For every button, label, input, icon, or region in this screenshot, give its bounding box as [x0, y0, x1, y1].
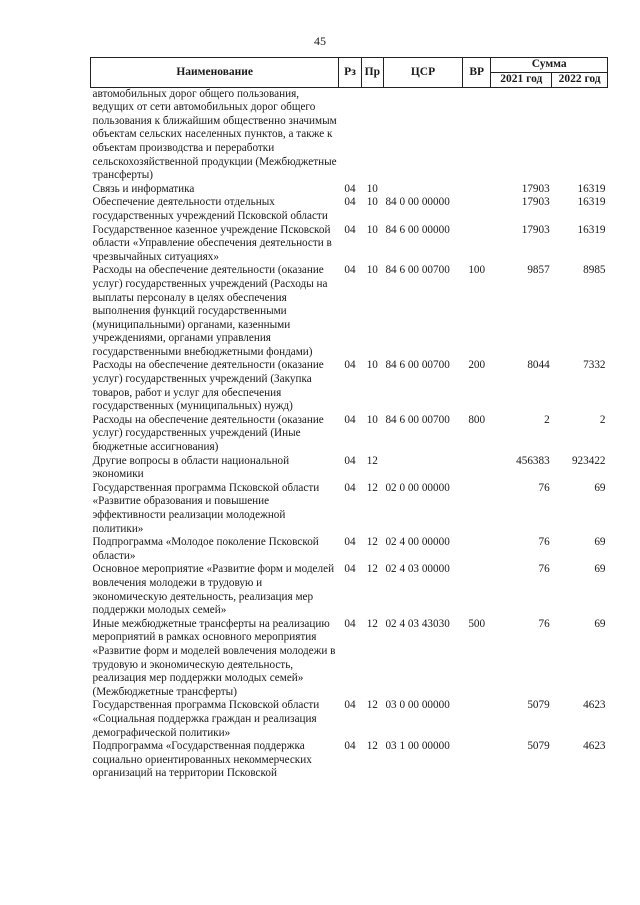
- row-amount-2022: 16319: [577, 196, 606, 209]
- row-amount-2021: 8044: [527, 359, 550, 372]
- row-pr: 10: [366, 182, 378, 195]
- row-csr: 02 0 00 00000: [385, 481, 450, 494]
- row-rz: 04: [344, 536, 356, 549]
- row-csr: 84 6 00 00700: [385, 413, 450, 426]
- row-rz: 04: [344, 413, 356, 426]
- row-amount-2022: 2: [599, 413, 606, 426]
- row-rz: 04: [344, 196, 356, 209]
- table-header: [91, 58, 608, 88]
- row-amount-2022: 4623: [583, 699, 606, 712]
- row-name: Подпрограмма «Молодое поколение Псковской области»: [92, 536, 319, 562]
- row-name: Государственная программа Псковской области «Развитие образования и повышение эффективности реализации молодежной политики»: [92, 481, 320, 535]
- row-rz: 04: [344, 481, 356, 494]
- row-name: Основное мероприятие «Развитие форм и моделей вовлечения молодежи в трудовую и экономическую деятельность, реализация мер поддержки молодых семей»: [92, 563, 335, 617]
- row-name: Расходы на обеспечение деятельности (оказание услуг) государственных учреждений (Иные бюджетные ассигнования): [92, 413, 324, 454]
- row-rz: 04: [344, 740, 356, 753]
- row-vr: 800: [468, 413, 486, 426]
- row-vr: [463, 455, 491, 482]
- row-csr: 84 6 00 00000: [385, 223, 450, 236]
- row-pr: 10: [366, 196, 378, 209]
- row-amount-2021: 76: [538, 536, 550, 549]
- row-rz: 04: [344, 563, 356, 576]
- row-amount-2022: 4623: [583, 740, 606, 753]
- row-amount-2021: 2: [544, 413, 550, 426]
- row-vr: 100: [468, 264, 486, 277]
- row-name: Иные межбюджетные трансферты на реализацию мероприятий в рамках основного мероприятия «Развитие форм и моделей вовлечения молодежи в трудовую и экономическую деятельность, реализация мер поддержки молодых семей» (Межбюджетные трансферты): [92, 617, 336, 698]
- row-vr: [463, 740, 491, 781]
- row-name: автомобильных дорог общего пользования, ведущих от сети автомобильных дорог общего пользования к ближайшим общественно значимым объектам сельских населенных пунктов, а также к объектам производства и переработки сельскохозяйственной продукции (Межбюджетные трансферты): [92, 87, 337, 182]
- table-row: [91, 183, 608, 197]
- table-row: [91, 414, 608, 455]
- row-amount-2021: 76: [538, 617, 550, 630]
- row-pr: 12: [366, 740, 378, 753]
- row-csr: 84 6 00 00700: [385, 359, 450, 372]
- row-csr: 03 0 00 00000: [385, 699, 450, 712]
- page-number: 45: [314, 34, 326, 48]
- row-amount-2021: 76: [538, 563, 550, 576]
- table-row: [91, 224, 608, 265]
- row-pr: 10: [366, 413, 378, 426]
- row-csr: [383, 87, 462, 183]
- row-name: Государственное казенное учреждение Псковской области «Управление обеспечения деятельности в чрезвычайных ситуациях»: [92, 223, 332, 263]
- budget-table: [90, 57, 608, 781]
- table-row: [91, 740, 608, 781]
- table-row: [91, 482, 608, 536]
- row-csr: 03 1 00 00000: [385, 740, 450, 753]
- header-rz: Рз: [339, 58, 361, 88]
- header-year-2021: 2021 год: [491, 72, 552, 87]
- header-year-2022: 2022 год: [552, 72, 608, 87]
- table-row: [91, 699, 608, 740]
- row-amount-2021: 76: [538, 481, 550, 494]
- table-row: [91, 618, 608, 700]
- row-rz: [339, 87, 361, 183]
- row-vr: [463, 563, 491, 617]
- row-pr: 12: [366, 536, 378, 549]
- row-vr: [463, 224, 491, 265]
- row-amount-2021: 17903: [521, 182, 550, 195]
- table-row: [91, 87, 608, 183]
- row-csr: 84 6 00 00700: [385, 264, 450, 277]
- row-name: Подпрограмма «Государственная поддержка социально ориентированных некоммерческих организаций на территории Псковской: [92, 740, 312, 780]
- row-pr: 12: [366, 481, 378, 494]
- row-vr: [463, 196, 491, 223]
- row-rz: 04: [344, 699, 356, 712]
- row-rz: 04: [344, 617, 356, 630]
- row-pr: 12: [366, 699, 378, 712]
- row-csr: [383, 455, 462, 482]
- table-row: [91, 264, 608, 359]
- row-vr: [463, 183, 491, 197]
- row-amount-2021: 456383: [516, 454, 550, 467]
- row-pr: 10: [366, 223, 378, 236]
- row-amount-2022: 69: [594, 617, 606, 630]
- table-row: [91, 536, 608, 563]
- row-amount-2022: 69: [594, 563, 606, 576]
- row-amount-2022: 7332: [583, 359, 606, 372]
- row-name: Расходы на обеспечение деятельности (оказание услуг) государственных учреждений (Расходы на выплаты персоналу в целях обеспечения выполнения функций государственными (муниципальными) органами, казенными учреждениями, органами управления государственными внебюджетными фондами): [92, 264, 328, 358]
- row-name: Расходы на обеспечение деятельности (оказание услуг) государственных учреждений (Закупка товаров, работ и услуг для обеспечения государственных (муниципальных) нужд): [92, 359, 324, 413]
- row-amount-2021: [491, 87, 552, 183]
- row-amount-2021: 17903: [521, 196, 550, 209]
- row-amount-2022: 69: [594, 481, 606, 494]
- row-csr: 84 0 00 00000: [385, 196, 450, 209]
- row-vr: [463, 699, 491, 740]
- row-name: Другие вопросы в области национальной экономики: [92, 454, 290, 481]
- row-rz: 04: [344, 223, 356, 236]
- row-pr: [361, 87, 383, 183]
- row-amount-2021: 5079: [527, 699, 550, 712]
- row-amount-2022: 16319: [577, 223, 606, 236]
- row-pr: 10: [366, 264, 378, 277]
- row-amount-2021: 17903: [521, 223, 550, 236]
- row-amount-2022: 16319: [577, 182, 606, 195]
- row-vr: [463, 87, 491, 183]
- row-rz: 04: [344, 264, 356, 277]
- header-csr: ЦСР: [383, 58, 462, 88]
- header-vr: ВР: [463, 58, 491, 88]
- row-csr: [383, 183, 462, 197]
- row-amount-2021: 9857: [527, 264, 550, 277]
- row-csr: 02 4 03 43030: [385, 617, 450, 630]
- row-name: Государственная программа Псковской области «Социальная поддержка граждан и реализация демографической политики»: [92, 699, 320, 739]
- row-vr: [463, 482, 491, 536]
- row-amount-2021: 5079: [527, 740, 550, 753]
- row-amount-2022: 69: [594, 536, 606, 549]
- table-row: [91, 455, 608, 482]
- header-pr: Пр: [361, 58, 383, 88]
- header-name: Наименование: [91, 58, 339, 88]
- row-pr: 12: [366, 617, 378, 630]
- row-pr: 12: [366, 454, 378, 467]
- table-row: [91, 563, 608, 617]
- row-name: Связь и информатика: [92, 182, 195, 195]
- row-pr: 10: [366, 359, 378, 372]
- row-csr: 02 4 03 00000: [385, 563, 450, 576]
- row-vr: [463, 536, 491, 563]
- row-csr: 02 4 00 00000: [385, 536, 450, 549]
- row-amount-2022: 923422: [571, 454, 606, 467]
- table-row: [91, 196, 608, 223]
- row-name: Обеспечение деятельности отдельных государственных учреждений Псковской области: [92, 196, 328, 222]
- table-row: [91, 359, 608, 413]
- row-amount-2022: [552, 87, 608, 183]
- row-vr: 200: [468, 359, 486, 372]
- row-rz: 04: [344, 454, 356, 467]
- row-pr: 12: [366, 563, 378, 576]
- row-amount-2022: 8985: [583, 264, 606, 277]
- row-vr: 500: [468, 617, 486, 630]
- row-rz: 04: [344, 182, 356, 195]
- header-sum: Сумма: [491, 58, 608, 73]
- row-rz: 04: [344, 359, 356, 372]
- table-body: [91, 87, 608, 781]
